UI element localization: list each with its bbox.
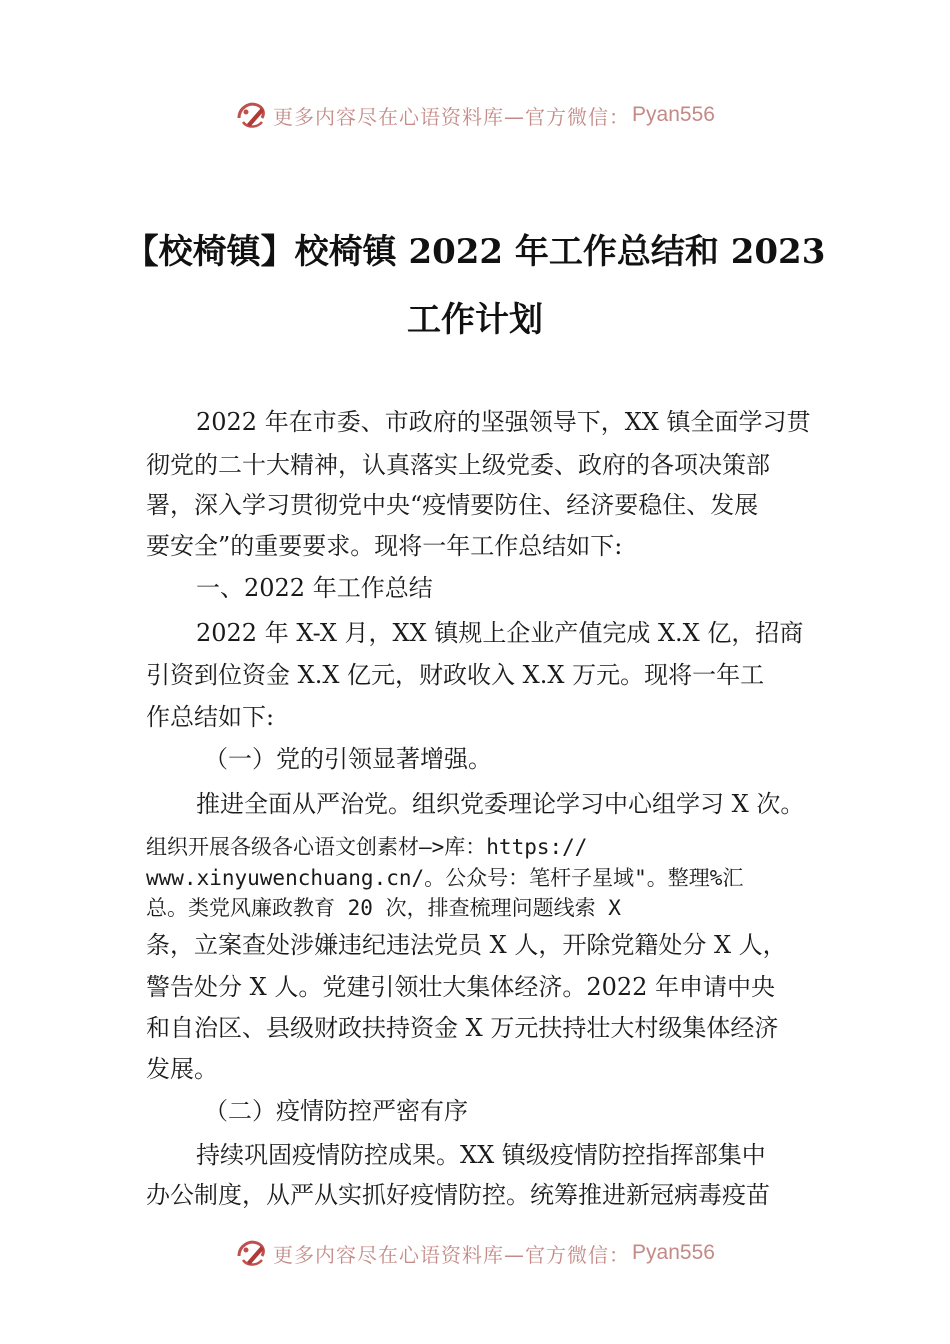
watermark-wechat-id: Pyan556 [632, 103, 715, 126]
body-line: 和自治区、县级财政扶持资金 X 万元扶持壮大村级集体经济 [146, 1014, 779, 1042]
body-line: 警告处分 X 人。党建引领壮大集体经济。2022 年申请中央 [146, 973, 776, 1001]
body-line: 2022 年 X-X 月，XX 镇规上企业产值完成 X.X 亿，招商 [196, 619, 804, 647]
title-line-1: 【校椅镇】校椅镇 2022 年工作总结和 2023 [124, 232, 826, 272]
body-line: 彻党的二十大精神，认真落实上级党委、政府的各项决策部 [146, 451, 770, 479]
body-line: www.xinyuwenchuang.cn/。公众号：笔杆子星域"。整理%汇 [146, 866, 744, 890]
body-line: 总。类党风廉政教育 20 次，排查梳理问题线索 X [146, 896, 621, 920]
watermark-wechat-id: Pyan556 [632, 1241, 715, 1264]
pen-swirl-logo-icon [235, 98, 269, 132]
section-heading: 一、2022 年工作总结 [196, 574, 433, 602]
body-line: 组织开展各级各心语文创素材—>库：https:// [146, 835, 588, 859]
pen-swirl-logo-icon [235, 1236, 269, 1270]
body-line: 推进全面从严治党。组织党委理论学习中心组学习 X 次。 [196, 790, 805, 818]
document-title [100, 218, 850, 354]
subsection-heading: （二）疫情防控严密有序 [204, 1097, 468, 1125]
body-line: 发展。 [146, 1055, 218, 1083]
body-line: 署，深入学习贯彻党中央“疫情要防住、经济要稳住、发展 [146, 491, 759, 519]
subsection-heading: （一）党的引领显著增强。 [204, 745, 492, 773]
body-line: 条，立案查处涉嫌违纪违法党员 X 人，开除党籍处分 X 人， [146, 931, 787, 959]
body-line: 要安全”的重要要求。现将一年工作总结如下: [146, 532, 623, 560]
body-line: 持续巩固疫情防控成果。XX 镇级疫情防控指挥部集中 [196, 1141, 766, 1169]
title-line-2: 工作计划 [407, 300, 543, 340]
body-line: 办公制度，从严从实抓好疫情防控。统筹推进新冠病毒疫苗 [146, 1181, 770, 1209]
watermark-banner-bottom [0, 1231, 950, 1275]
body-line: 引资到位资金 X.X 亿元，财政收入 X.X 万元。现将一年工 [146, 661, 765, 689]
watermark-text: 更多内容尽在心语资料库—官方微信： [273, 104, 631, 129]
watermark-banner-top [0, 93, 950, 137]
body-line: 作总结如下: [146, 703, 275, 731]
body-line: 2022 年在市委、市政府的坚强领导下，XX 镇全面学习贯 [196, 408, 811, 436]
watermark-text: 更多内容尽在心语资料库—官方微信： [273, 1242, 631, 1267]
